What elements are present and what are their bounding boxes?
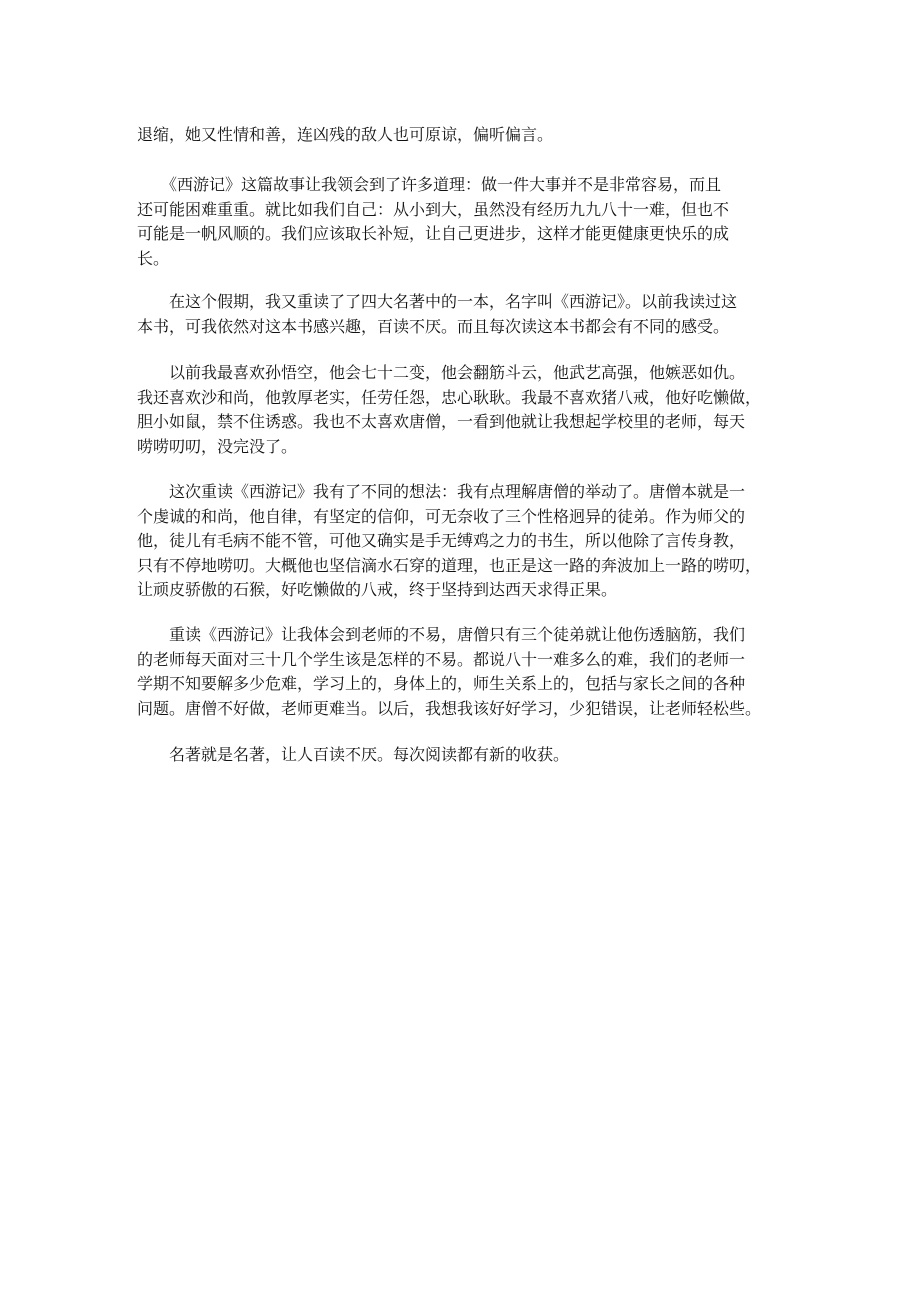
paragraph-line: 这次重读《西游记》我有了不同的想法：我有点理解唐僧的举动了。唐僧本就是一	[137, 482, 746, 501]
paragraph-4	[137, 361, 797, 459]
paragraph-5	[137, 480, 797, 603]
paragraph-line: 学期不知要解多少危难，学习上的，身体上的，师生关系上的，包括与家长之间的各种	[137, 674, 746, 693]
paragraph-3	[137, 290, 797, 339]
paragraph-line: 在这个假期，我又重读了了四大名著中的一本，名字叫《西游记》。以前我读过这	[137, 292, 738, 311]
paragraph-line: 我还喜欢沙和尚，他敦厚老实，任劳任怨，忠心耿耿。我最不喜欢猪八戒，他好吃懒做，	[137, 387, 762, 407]
paragraph-line: 问题。唐僧不好做，老师更难当。以后，我想我该好好学习，少犯错误，让老师轻松些。	[137, 698, 762, 718]
paragraph-line: 本书，可我依然对这本书感兴趣，百读不厌。而且每次读这本书都会有不同的感受。	[137, 316, 730, 336]
paragraph-line: 让顽皮骄傲的石猴，好吃懒做的八戒，终于坚持到达西天求得正果。	[137, 580, 618, 599]
paragraph-7	[137, 743, 797, 768]
paragraph-2	[137, 173, 797, 271]
paragraph-line: 可能是一帆风顺的。我们应该取长补短，让自己更进步，这样才能更健康更快乐的成	[137, 224, 730, 243]
paragraph-line: 以前我最喜欢孙悟空，他会七十二变，他会翻筋斗云，他武艺高强，他嫉恶如仇。	[137, 363, 746, 382]
paragraph-line: 个虔诚的和尚，他自律，有坚定的信仰，可无奈收了三个性格迥异的徒弟。作为师父的	[137, 506, 746, 526]
paragraph-line: 长。	[137, 248, 170, 268]
paragraph-1	[137, 123, 797, 148]
paragraph-line: 《西游记》这篇故事让我领会到了许多道理：做一件大事并不是非常容易，而且	[137, 175, 722, 194]
paragraph-line: 他，徒儿有毛病不能不管，可他又确实是手无缚鸡之力的书生，所以他除了言传身教，	[137, 531, 746, 550]
paragraph-line: 名著就是名著，让人百读不厌。每次阅读都有新的收获。	[137, 745, 570, 764]
paragraph-line: 退缩，她又性情和善，连凶残的敌人也可原谅，偏听偏言。	[137, 125, 554, 144]
paragraph-line: 胆小如鼠，禁不住诱惑。我也不太喜欢唐僧，一看到他就让我想起学校里的老师，每天	[137, 412, 746, 431]
paragraph-line: 还可能困难重重。就比如我们自己：从小到大，虽然没有经历九九八十一难，但也不	[137, 199, 730, 219]
paragraph-line: 只有不停地唠叨。大概他也坚信滴水石穿的道理，也正是这一路的奔波加上一路的唠叨，	[137, 555, 762, 575]
paragraph-line: 唠唠叨叨，没完没了。	[137, 436, 298, 456]
paragraph-line: 重读《西游记》让我体会到老师的不易，唐僧只有三个徒弟就让他伤透脑筋，我们	[137, 625, 746, 644]
paragraph-line: 的老师每天面对三十几个学生该是怎样的不易。都说八十一难多么的难，我们的老师一	[137, 649, 746, 669]
paragraph-6	[137, 623, 797, 721]
